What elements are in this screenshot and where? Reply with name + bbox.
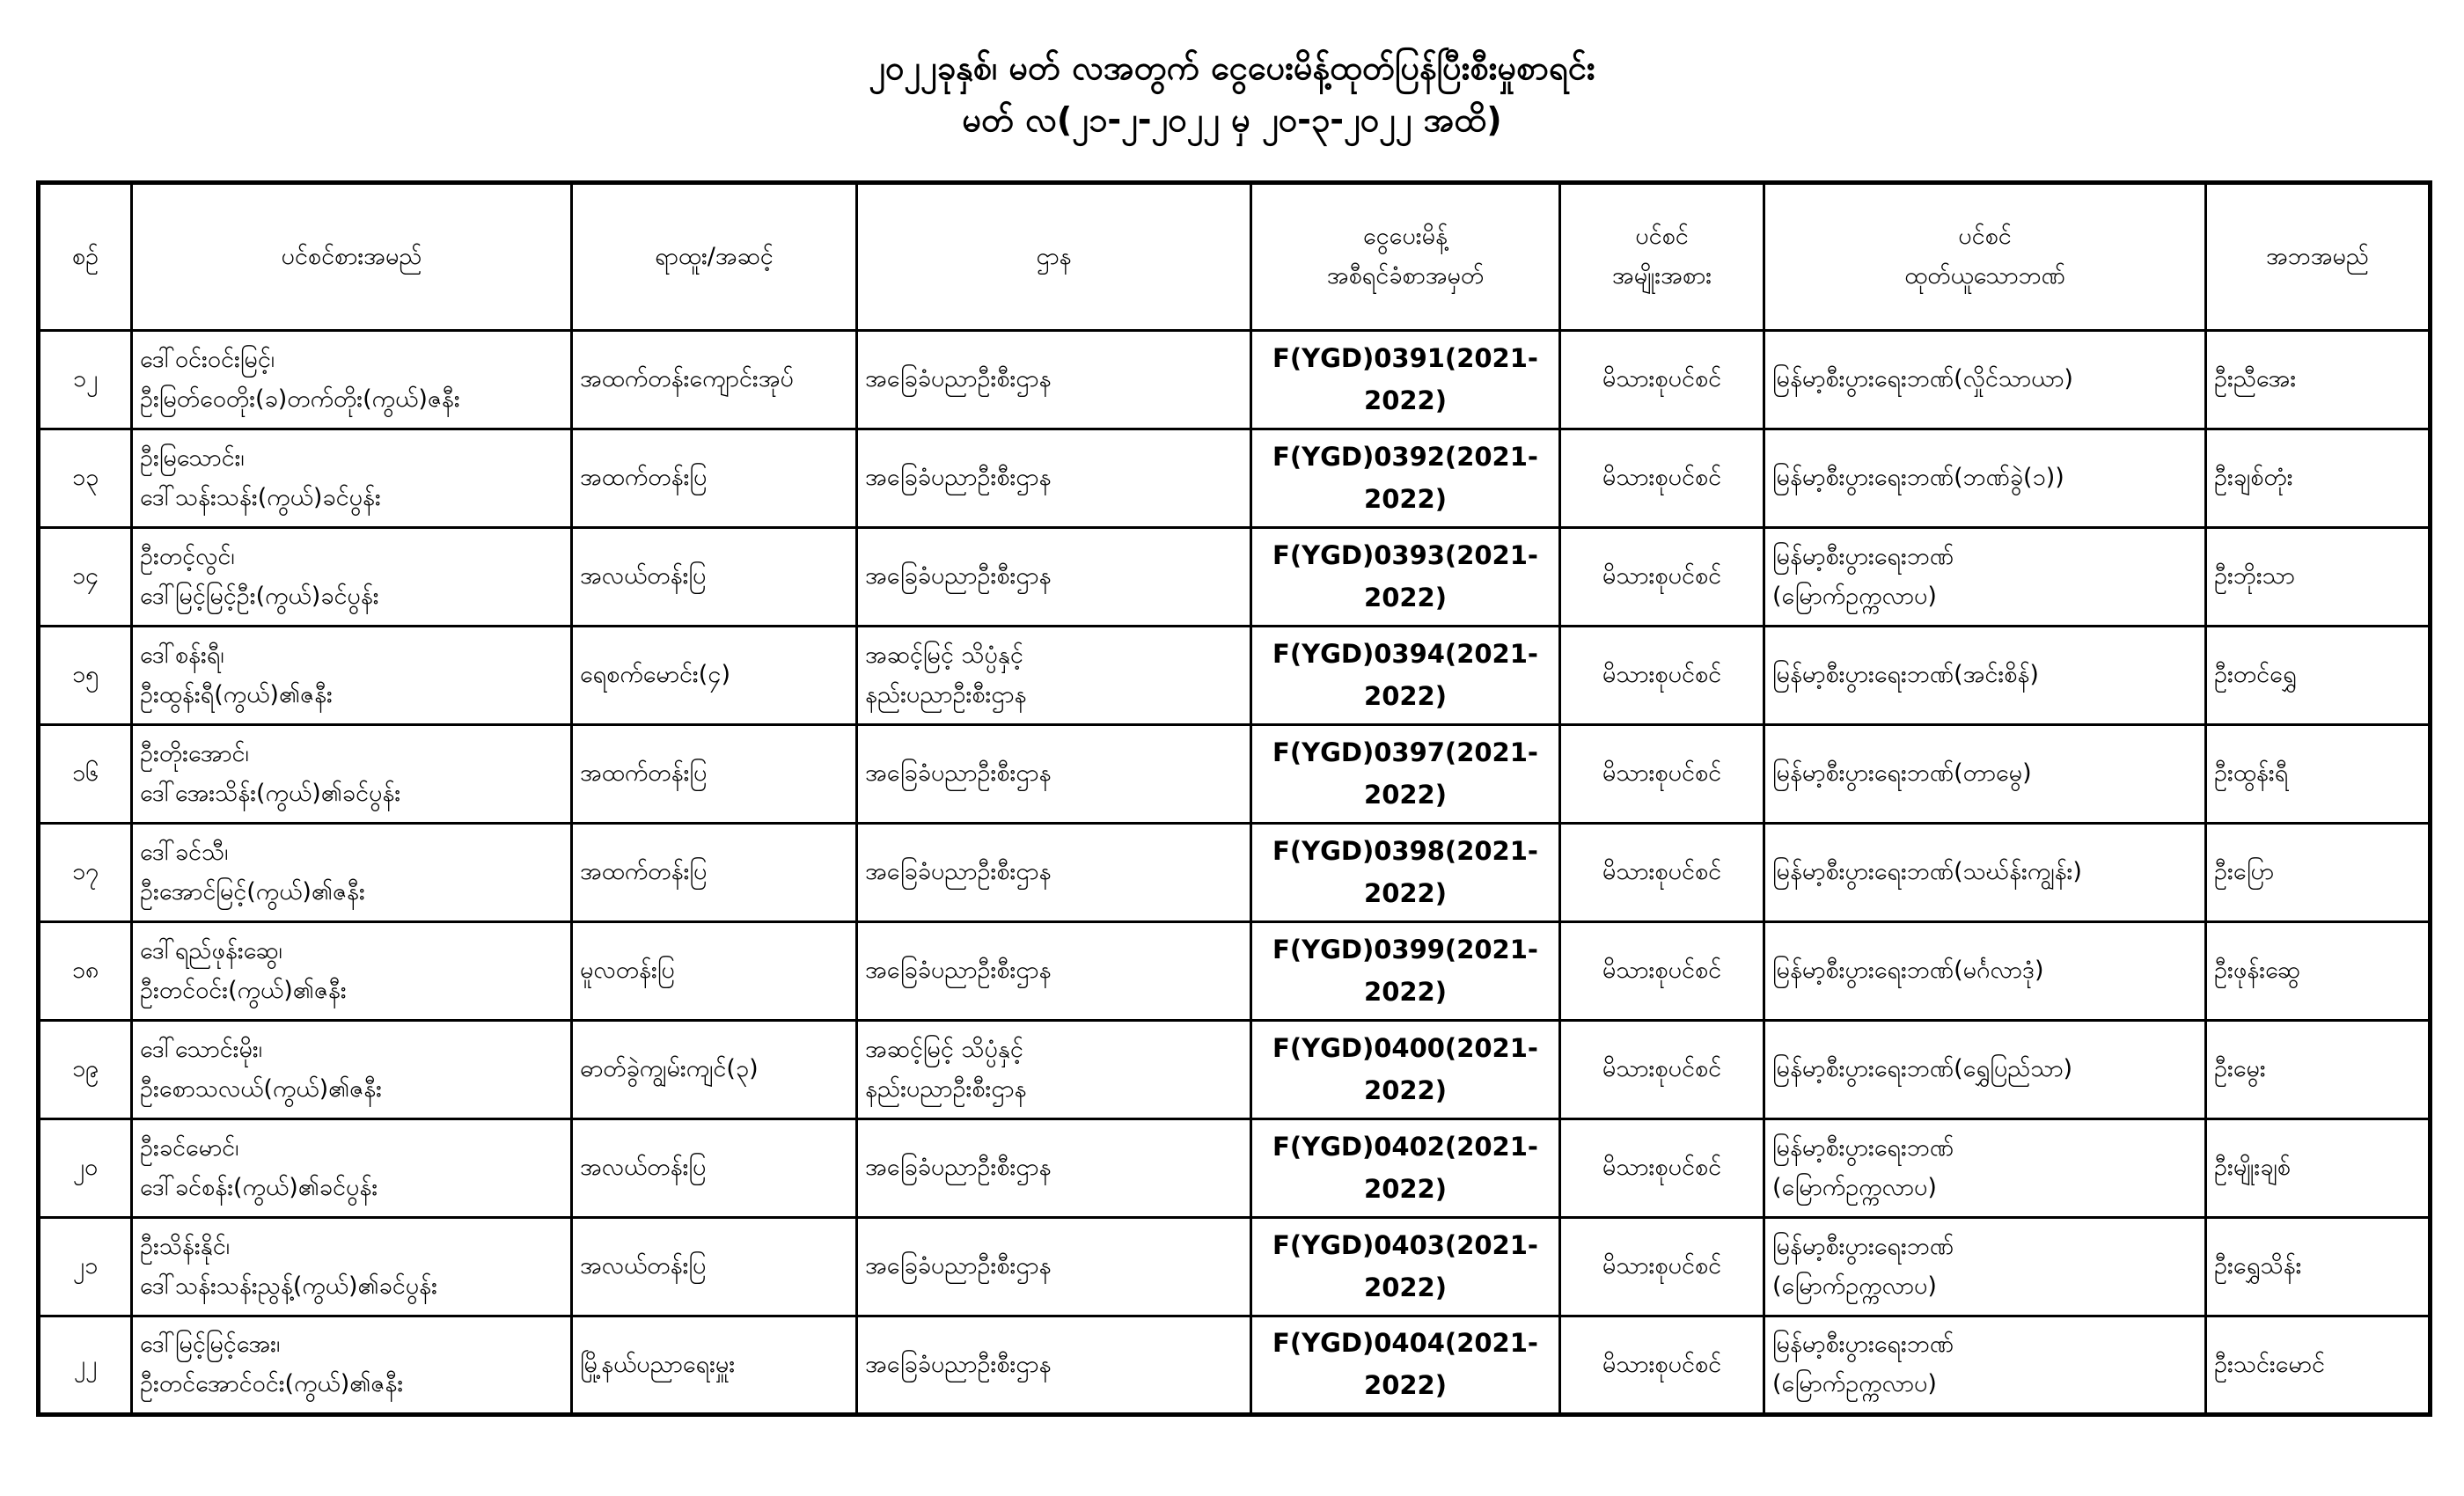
header-bank: ပင်စင် ထုတ်ယူသောဘဏ်	[1764, 183, 2206, 331]
cell-pensioner-name: ဦးတိုးအောင်၊ ဒေါ်အေးသိန်း(ကွယ်)၏ခင်ပွန်း	[132, 725, 572, 824]
cell-bank: မြန်မာ့စီးပွားရေးဘဏ်(ဘဏ်ခွဲ(၁))	[1764, 429, 2206, 528]
cell-no: ၂၁	[39, 1218, 132, 1316]
cell-payment-order-number: F(YGD)0402(2021-2022)	[1251, 1119, 1560, 1218]
cell-no: ၂၀	[39, 1119, 132, 1218]
cell-pension-type: မိသားစုပင်စင်	[1560, 922, 1764, 1021]
cell-pension-type: မိသားစုပင်စင်	[1560, 331, 1764, 429]
cell-department: အခြေခံပညာဦးစီးဌာန	[857, 824, 1251, 922]
table-row	[39, 627, 2431, 725]
cell-position: ရေစက်မောင်း(၄)	[572, 627, 857, 725]
table-row	[39, 725, 2431, 824]
cell-no: ၁၆	[39, 725, 132, 824]
cell-position: အထက်တန်းကျောင်းအုပ်	[572, 331, 857, 429]
cell-payment-order-number: F(YGD)0391(2021-2022)	[1251, 331, 1560, 429]
cell-bank: မြန်မာ့စီးပွားရေးဘဏ်(တာမွေ)	[1764, 725, 2206, 824]
cell-pension-type: မိသားစုပင်စင်	[1560, 1021, 1764, 1119]
cell-father-name: ဦးတင်ရွှေ	[2206, 627, 2431, 725]
cell-department: အခြေခံပညာဦးစီးဌာန	[857, 429, 1251, 528]
table-row	[39, 1218, 2431, 1316]
cell-pensioner-name: ဦးခင်မောင်၊ ဒေါ်ခင်စန်း(ကွယ်)၏ခင်ပွန်း	[132, 1119, 572, 1218]
cell-bank: မြန်မာ့စီးပွားရေးဘဏ် (မြောက်ဥက္ကလာပ)	[1764, 1119, 2206, 1218]
cell-bank: မြန်မာ့စီးပွားရေးဘဏ်(အင်းစိန်)	[1764, 627, 2206, 725]
table-row	[39, 1021, 2431, 1119]
cell-position: အထက်တန်းပြ	[572, 824, 857, 922]
cell-department: အခြေခံပညာဦးစီးဌာန	[857, 922, 1251, 1021]
cell-department: အခြေခံပညာဦးစီးဌာန	[857, 331, 1251, 429]
cell-pensioner-name: ဒေါ်ခင်သီ၊ ဦးအောင်မြင့်(ကွယ်)၏ဇနီး	[132, 824, 572, 922]
cell-father-name: ဦးမျိုးချစ်	[2206, 1119, 2431, 1218]
cell-no: ၁၅	[39, 627, 132, 725]
cell-bank: မြန်မာ့စီးပွားရေးဘဏ် (မြောက်ဥက္ကလာပ)	[1764, 528, 2206, 627]
cell-bank: မြန်မာ့စီးပွားရေးဘဏ်(လှိုင်သာယာ)	[1764, 331, 2206, 429]
cell-department: အခြေခံပညာဦးစီးဌာန	[857, 725, 1251, 824]
cell-position: မြို့နယ်ပညာရေးမှူး	[572, 1316, 857, 1415]
cell-department: အခြေခံပညာဦးစီးဌာန	[857, 1316, 1251, 1415]
cell-department: အခြေခံပညာဦးစီးဌာန	[857, 528, 1251, 627]
cell-payment-order-number: F(YGD)0394(2021-2022)	[1251, 627, 1560, 725]
table-header-row	[39, 183, 2431, 331]
cell-no: ၁၇	[39, 824, 132, 922]
table-row	[39, 1316, 2431, 1415]
cell-father-name: ဦးထွန်းရီ	[2206, 725, 2431, 824]
header-pensioner-name: ပင်စင်စားအမည်	[132, 183, 572, 331]
cell-pension-type: မိသားစုပင်စင်	[1560, 528, 1764, 627]
cell-pension-type: မိသားစုပင်စင်	[1560, 1316, 1764, 1415]
cell-payment-order-number: F(YGD)0393(2021-2022)	[1251, 528, 1560, 627]
cell-pension-type: မိသားစုပင်စင်	[1560, 1119, 1764, 1218]
cell-no: ၂၂	[39, 1316, 132, 1415]
cell-department: အခြေခံပညာဦးစီးဌာန	[857, 1119, 1251, 1218]
cell-bank: မြန်မာ့စီးပွားရေးဘဏ် (မြောက်ဥက္ကလာပ)	[1764, 1218, 2206, 1316]
table-row	[39, 429, 2431, 528]
pension-report-table	[36, 180, 2432, 1417]
cell-bank: မြန်မာ့စီးပွားရေးဘဏ်(သဃ်န်းကျွန်း)	[1764, 824, 2206, 922]
cell-pensioner-name: ဒေါ်ဝင်းဝင်းမြင့်၊ ဦးမြတ်ဝေတိုး(ခ)တက်တိုး(ကွယ်)ဇနီး	[132, 331, 572, 429]
cell-no: ၁၉	[39, 1021, 132, 1119]
document-title	[36, 42, 2428, 146]
header-pension-type: ပင်စင် အမျိုးအစား	[1560, 183, 1764, 331]
cell-bank: မြန်မာ့စီးပွားရေးဘဏ် (မြောက်ဥက္ကလာပ)	[1764, 1316, 2206, 1415]
cell-payment-order-number: F(YGD)0403(2021-2022)	[1251, 1218, 1560, 1316]
cell-bank: မြန်မာ့စီးပွားရေးဘဏ်(ရွှေပြည်သာ)	[1764, 1021, 2206, 1119]
cell-position: အထက်တန်းပြ	[572, 429, 857, 528]
header-father-name: အဘအမည်	[2206, 183, 2431, 331]
cell-father-name: ဦးပြော	[2206, 824, 2431, 922]
cell-pension-type: မိသားစုပင်စင်	[1560, 627, 1764, 725]
cell-payment-order-number: F(YGD)0400(2021-2022)	[1251, 1021, 1560, 1119]
cell-pension-type: မိသားစုပင်စင်	[1560, 1218, 1764, 1316]
cell-father-name: ဦးသင်းမောင်	[2206, 1316, 2431, 1415]
table-row	[39, 922, 2431, 1021]
title-line-1: ၂၀၂၂ခုနှစ်၊ မတ် လအတွက် ငွေပေးမိန့်ထုတ်ပြန်ပြီးစီးမှုစာရင်း	[869, 48, 1595, 87]
cell-pension-type: မိသားစုပင်စင်	[1560, 725, 1764, 824]
title-line-2: မတ် လ(၂၁-၂-၂၀၂၂ မှ ၂၀-၃-၂၀၂၂ အထိ)	[962, 99, 1502, 139]
cell-position: အလယ်တန်းပြ	[572, 1218, 857, 1316]
cell-pensioner-name: ဒေါ်ရည်ဖုန်းဆွေ၊ ဦးတင်ဝင်း(ကွယ်)၏ဇနီး	[132, 922, 572, 1021]
cell-no: ၁၈	[39, 922, 132, 1021]
header-payment-order-number: ငွေပေးမိန့် အစီရင်ခံစာအမှတ်	[1251, 183, 1560, 331]
table-row	[39, 824, 2431, 922]
cell-pensioner-name: ဦးမြသောင်း၊ ဒေါ်သန်းသန်း(ကွယ်)ခင်ပွန်း	[132, 429, 572, 528]
header-no: စဉ်	[39, 183, 132, 331]
cell-payment-order-number: F(YGD)0404(2021-2022)	[1251, 1316, 1560, 1415]
cell-no: ၁၄	[39, 528, 132, 627]
cell-position: အလယ်တန်းပြ	[572, 528, 857, 627]
cell-payment-order-number: F(YGD)0392(2021-2022)	[1251, 429, 1560, 528]
cell-pensioner-name: ဦးသိန်းနိုင်၊ ဒေါ်သန်းသန်းညွန့်(ကွယ်)၏ခင်ပွန်း	[132, 1218, 572, 1316]
cell-pensioner-name: ဦးတင့်လွင်၊ ဒေါ်မြင့်မြင့်ဦး(ကွယ်)ခင်ပွန်း	[132, 528, 572, 627]
cell-payment-order-number: F(YGD)0399(2021-2022)	[1251, 922, 1560, 1021]
cell-pension-type: မိသားစုပင်စင်	[1560, 824, 1764, 922]
header-department: ဌာန	[857, 183, 1251, 331]
cell-position: အထက်တန်းပြ	[572, 725, 857, 824]
cell-position: အလယ်တန်းပြ	[572, 1119, 857, 1218]
cell-father-name: ဦးဖုန်းဆွေ	[2206, 922, 2431, 1021]
cell-pensioner-name: ဒေါ်သောင်းမိုး၊ ဦးစောသလယ်(ကွယ်)၏ဇနီး	[132, 1021, 572, 1119]
cell-bank: မြန်မာ့စီးပွားရေးဘဏ်(မင်္ဂလာဒုံ)	[1764, 922, 2206, 1021]
cell-father-name: ဦးဘိုးသာ	[2206, 528, 2431, 627]
cell-position: မူလတန်းပြ	[572, 922, 857, 1021]
header-position: ရာထူး/အဆင့်	[572, 183, 857, 331]
cell-payment-order-number: F(YGD)0398(2021-2022)	[1251, 824, 1560, 922]
cell-payment-order-number: F(YGD)0397(2021-2022)	[1251, 725, 1560, 824]
cell-pensioner-name: ဒေါ်မြင့်မြင့်အေး၊ ဦးတင်အောင်ဝင်း(ကွယ်)၏ဇနီး	[132, 1316, 572, 1415]
cell-no: ၁၂	[39, 331, 132, 429]
cell-department: အဆင့်မြင့် သိပ္ပံနှင့် နည်းပညာဦးစီးဌာန	[857, 627, 1251, 725]
table-row	[39, 331, 2431, 429]
cell-no: ၁၃	[39, 429, 132, 528]
cell-department: အဆင့်မြင့် သိပ္ပံနှင့် နည်းပညာဦးစီးဌာန	[857, 1021, 1251, 1119]
cell-father-name: ဦးညီအေး	[2206, 331, 2431, 429]
cell-department: အခြေခံပညာဦးစီးဌာန	[857, 1218, 1251, 1316]
table-row	[39, 1119, 2431, 1218]
cell-father-name: ဦးချစ်တုံး	[2206, 429, 2431, 528]
table-row	[39, 528, 2431, 627]
cell-position: ဓာတ်ခွဲကျွမ်းကျင်(၃)	[572, 1021, 857, 1119]
cell-father-name: ဦးရွှေသိန်း	[2206, 1218, 2431, 1316]
cell-pensioner-name: ဒေါ်စန်းရီ၊ ဦးထွန်းရီ(ကွယ်)၏ဇနီး	[132, 627, 572, 725]
cell-pension-type: မိသားစုပင်စင်	[1560, 429, 1764, 528]
cell-father-name: ဦးမွေး	[2206, 1021, 2431, 1119]
